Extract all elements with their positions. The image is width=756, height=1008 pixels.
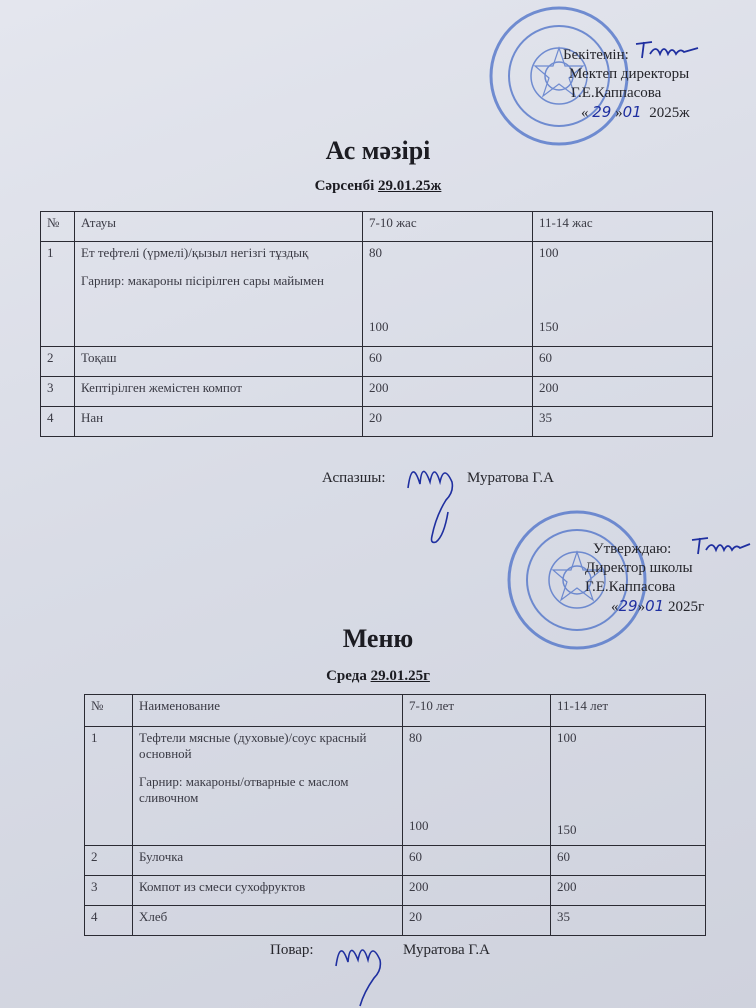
portion-value: 35 [533,407,713,437]
portion-value: 200 [533,377,713,407]
table-header-row [85,695,706,727]
portion-value: 60 [551,846,706,876]
portion-value: 60 [533,347,713,377]
menu-table-kz [40,211,713,437]
table-row: 1 Ет тефтелі (үрмелі)/қызыл негізгі тұздық Гарнир: макароны пісірілген сары майымен 80 100 100 150 [41,242,713,347]
portion-value: 200 [403,876,551,906]
header-cell: Наименование [133,695,403,727]
approval-block-ru [585,540,704,617]
portion-value: 100 [409,818,429,833]
header-cell: 11-14 лет [551,695,706,727]
table-row: 2 Тоқаш 60 60 [41,347,713,377]
portion-value: 80 [409,730,422,745]
director-name: Г.Е.Каппасова [571,85,662,101]
dish-name: Хлеб [133,906,403,936]
dish-name: Ет тефтелі (үрмелі)/қызыл негізгі тұздық [81,245,309,260]
portion-value: 150 [557,822,577,837]
director-signature-icon [632,36,700,62]
cook-signature-icon [328,930,408,1008]
director-signature-icon [688,532,752,558]
header-cell: 11-14 жас [533,212,713,242]
header-cell: № [85,695,133,727]
dish-name: Булочка [133,846,403,876]
table-row: 2 Булочка 60 60 [85,846,706,876]
portion-value: 200 [363,377,533,407]
portion-value: 80 [369,245,382,260]
header-cell: 7-10 лет [403,695,551,727]
side-dish-name: Гарнир: макароны пісірілген сары майымен [81,273,324,288]
dish-name: Нан [75,407,363,437]
table-row: 1 Тефтели мясные (духовые)/соус красный основной Гарнир: макароны/отварные с маслом сливочном 80 100 100 150 [85,727,706,846]
page-title-ru: Меню [342,624,414,653]
cook-label: Аспазшы: [322,470,386,486]
portion-value: 100 [539,245,559,260]
portion-value: 150 [539,319,559,334]
cook-label: Повар: [270,942,314,958]
approval-date: «29»01 2025г [611,597,705,615]
day-heading-ru: Среда 29.01.25г [326,668,430,684]
portion-value: 20 [403,906,551,936]
portion-value: 60 [363,347,533,377]
approve-label: Утверждаю: [593,541,672,557]
side-dish-name: Гарнир: макароны/отварные с маслом сливочном [139,774,349,805]
portion-value: 60 [403,846,551,876]
approval-date: « 29 »01 2025ж [581,103,690,121]
header-cell: № [41,212,75,242]
director-title: Мектеп директоры [569,66,690,82]
portion-value: 20 [363,407,533,437]
portion-value: 35 [551,906,706,936]
portion-value: 200 [551,876,706,906]
dish-name: Тоқаш [75,347,363,377]
table-header-row [41,212,713,242]
portion-value: 100 [557,730,577,745]
table-row: 3 Кептірілген жемістен компот 200 200 [41,377,713,407]
dish-name: Кептірілген жемістен компот [75,377,363,407]
header-cell: 7-10 жас [363,212,533,242]
portion-value: 100 [369,319,389,334]
cook-name: Муратова Г.А [403,942,490,958]
day-heading-kz: Сәрсенбі 29.01.25ж [314,178,442,194]
director-name: Г.Е.Каппасова [585,579,676,595]
table-row: 4 Хлеб 20 35 [85,906,706,936]
director-title: Директор школы [585,560,693,576]
approve-label: Бекітемін: [563,47,629,63]
table-row: 3 Компот из смеси сухофруктов 200 200 [85,876,706,906]
dish-name: Тефтели мясные (духовые)/соус красный основной [139,730,367,761]
page-title-kz: Ас мәзірі [325,136,431,165]
cook-signature-icon [400,448,472,544]
header-cell: Атауы [75,212,363,242]
cook-name: Муратова Г.А [467,470,554,486]
table-row: 4 Нан 20 35 [41,407,713,437]
dish-name: Компот из смеси сухофруктов [133,876,403,906]
menu-table-ru [84,694,706,936]
